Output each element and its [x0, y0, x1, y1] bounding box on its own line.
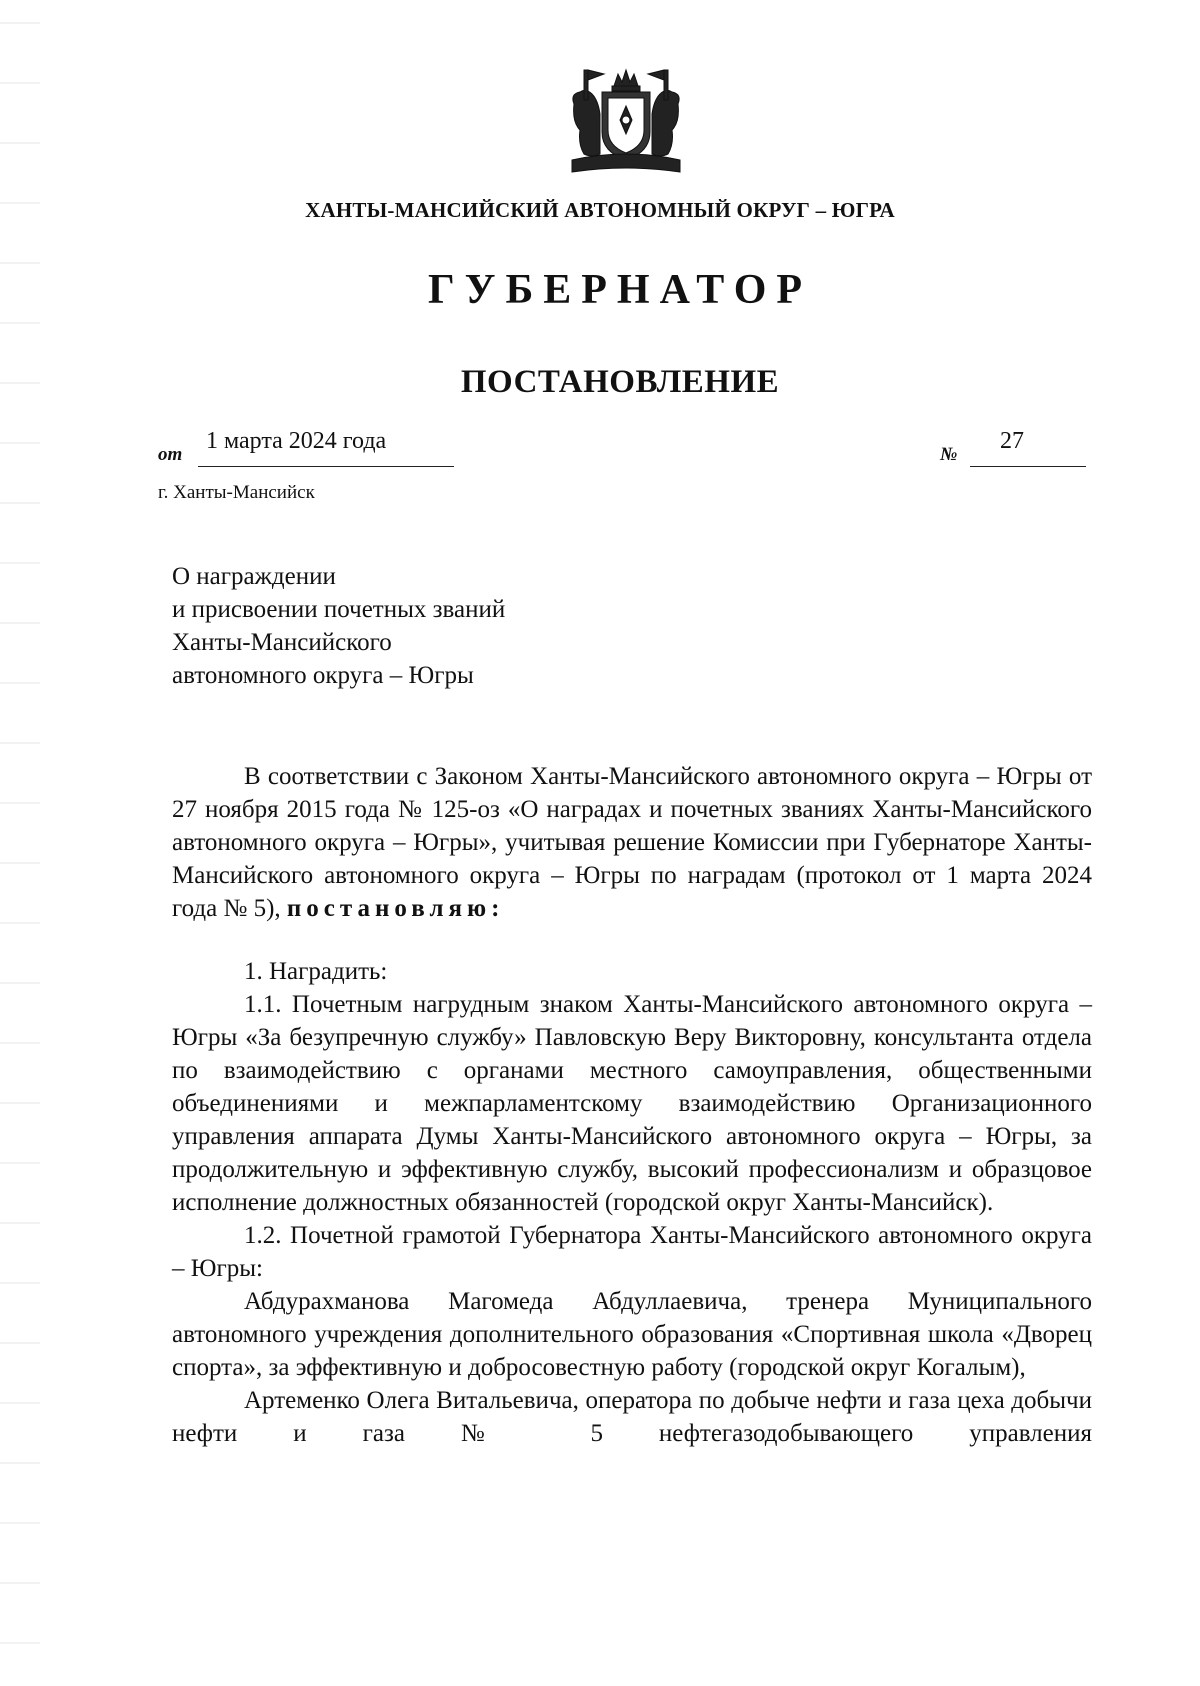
authority-title: ГУБЕРНАТОР — [427, 267, 813, 313]
document-city: г. Ханты-Мансийск — [158, 482, 315, 503]
document-subject — [172, 560, 505, 692]
date-prefix: от — [158, 444, 183, 465]
clause-paragraph: Абдурахманова Магомеда Абдуллаевича, тренера Муниципального автономного учреждения дополнительного образования «Спортивная школа «Дворец спорта», за эффективную и добросовестную работу (городской округ Когалым), — [172, 1288, 1092, 1381]
subject-line: Ханты-Мансийского — [172, 629, 392, 656]
number-underline — [970, 466, 1086, 467]
clause-paragraph: 1.2. Почетной грамотой Губернатора Ханты-Мансийского автономного округа – Югры: — [172, 1222, 1092, 1282]
scan-edge — [0, 0, 40, 1686]
number-prefix: № — [940, 444, 958, 465]
date-underline — [198, 466, 454, 467]
subject-line: автономного округа – Югры — [172, 662, 474, 689]
clause-paragraph: 1. Наградить: — [244, 958, 388, 985]
subject-line: и присвоении почетных званий — [172, 596, 506, 623]
document-date: 1 марта 2024 года — [206, 428, 387, 454]
subject-line: О награждении — [172, 563, 336, 590]
clause-paragraph: 1.1. Почетным нагрудным знаком Ханты-Мансийского автономного округа – Югры «За безупречную службу» Павловскую Веру Викторовну, консультанта отдела по взаимодействию с органами местного самоуправления, общественными объединениями и межпарламентскому взаимодействию Организационного управления аппарата Думы Ханты-Мансийского автономного округа – Югры, за продолжительную и эффективную службу, высокий профессионализм и образцовое исполнение должностных обязанностей (городской округ Ханты-Мансийск). — [172, 991, 1092, 1216]
number-field — [940, 428, 1090, 468]
region-name: ХАНТЫ-МАНСИЙСКИЙ АВТОНОМНЫЙ ОКРУГ – ЮГРА — [305, 198, 895, 222]
resolve-word: постановляю: — [286, 895, 505, 922]
document-number: 27 — [1000, 428, 1024, 454]
date-field — [158, 428, 498, 468]
document-type: ПОСТАНОВЛЕНИЕ — [460, 364, 780, 400]
clause-paragraph: Артеменко Олега Витальевича, оператора по добыче нефти и газа цеха добычи нефти и газа № 5 нефтегазодобывающего управления — [172, 1387, 1092, 1447]
document-body — [172, 760, 1092, 1450]
preamble-paragraph — [172, 760, 1092, 925]
coat-of-arms-icon — [562, 64, 690, 180]
preamble-text: В соответствии с Законом Ханты-Мансийского автономного округа – Югры от 27 ноября 2015 года № 125-оз «О наградах и почетных званиях Ханты-Мансийского автономного округа – Югры», учитывая решение Комиссии при Губернаторе Ханты-Мансийского автономного округа – Югры по наградам (протокол от 1 марта 2024 года № 5), — [172, 763, 1092, 922]
